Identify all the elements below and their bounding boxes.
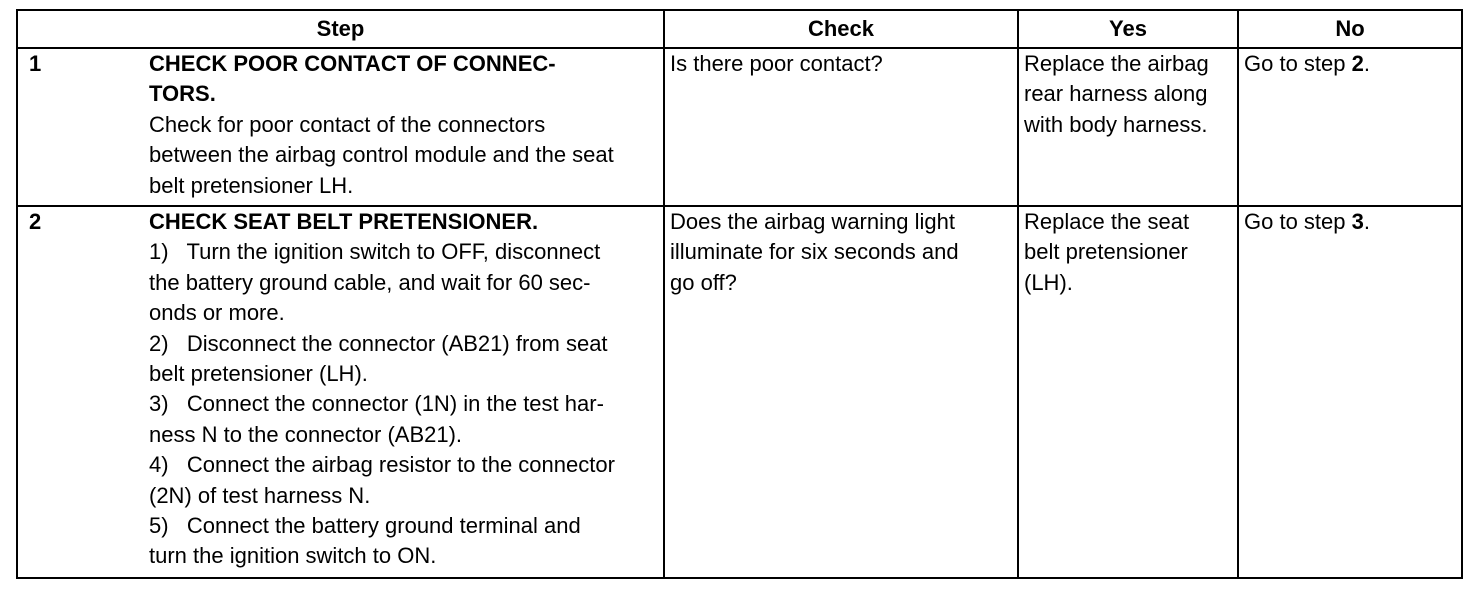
check-cell (664, 206, 1018, 578)
step-title-line: CHECK POOR CONTACT OF CONNEC- (149, 51, 556, 76)
table-row (17, 206, 1462, 578)
header-row (17, 10, 1462, 48)
step-text-line: the battery ground cable, and wait for 60 sec- (149, 269, 591, 295)
yes-text-line: with body harness. (1024, 111, 1208, 137)
step-cell (17, 48, 664, 206)
header-no: No (1238, 10, 1462, 48)
step-text-line: 3) Connect the connector (1N) in the test har- (149, 391, 604, 417)
step-title-line: TORS. (149, 81, 216, 107)
table-row (17, 48, 1462, 206)
step-description (149, 49, 658, 201)
header-check: Check (664, 10, 1018, 48)
no-prefix: Go to step (1244, 209, 1352, 234)
no-text-line (1244, 49, 1456, 79)
no-suffix: . (1363, 209, 1370, 234)
no-step-ref: 2 (1351, 51, 1364, 76)
step-number: 2 (29, 209, 42, 234)
diagnostic-table (16, 9, 1463, 579)
yes-text-line: belt pretensioner (1024, 239, 1188, 265)
step-description (149, 207, 658, 572)
step-cell (17, 206, 664, 578)
step-text-line: 1) Turn the ignition switch to OFF, disconnect (149, 239, 601, 265)
header-yes: Yes (1018, 10, 1238, 48)
no-text-line (1244, 207, 1456, 237)
step-title-line: CHECK SEAT BELT PRETENSIONER. (149, 209, 539, 234)
step-text-line: Check for poor contact of the connectors (149, 111, 546, 137)
yes-text-line: Replace the airbag (1024, 51, 1209, 76)
no-cell (1238, 48, 1462, 206)
no-suffix: . (1363, 51, 1370, 76)
yes-text-line: (LH). (1024, 269, 1073, 295)
step-text-line: turn the ignition switch to ON. (149, 543, 437, 569)
check-cell (664, 48, 1018, 206)
step-text-line: ness N to the connector (AB21). (149, 421, 463, 447)
step-text-line: belt pretensioner LH. (149, 172, 354, 198)
no-prefix: Go to step (1244, 51, 1352, 76)
step-text-line: 4) Connect the airbag resistor to the connector (149, 452, 615, 478)
check-text-line: go off? (670, 269, 737, 295)
no-cell (1238, 206, 1462, 578)
check-text-line: Is there poor contact? (670, 51, 883, 76)
no-step-ref: 3 (1351, 209, 1364, 234)
step-text-line: belt pretensioner (LH). (149, 361, 368, 387)
step-number: 1 (29, 51, 42, 76)
check-text-line: illuminate for six seconds and (670, 239, 959, 265)
header-step: Step (17, 10, 664, 48)
yes-cell (1018, 48, 1238, 206)
step-text-line: between the airbag control module and the seat (149, 142, 614, 168)
yes-cell (1018, 206, 1238, 578)
check-text-line: Does the airbag warning light (670, 209, 955, 234)
step-text-line: 5) Connect the battery ground terminal and (149, 513, 581, 539)
step-text-line: (2N) of test harness N. (149, 482, 371, 508)
step-text-line: 2) Disconnect the connector (AB21) from seat (149, 330, 608, 356)
yes-text-line: Replace the seat (1024, 209, 1190, 234)
step-text-line: onds or more. (149, 300, 285, 326)
yes-text-line: rear harness along (1024, 81, 1208, 107)
